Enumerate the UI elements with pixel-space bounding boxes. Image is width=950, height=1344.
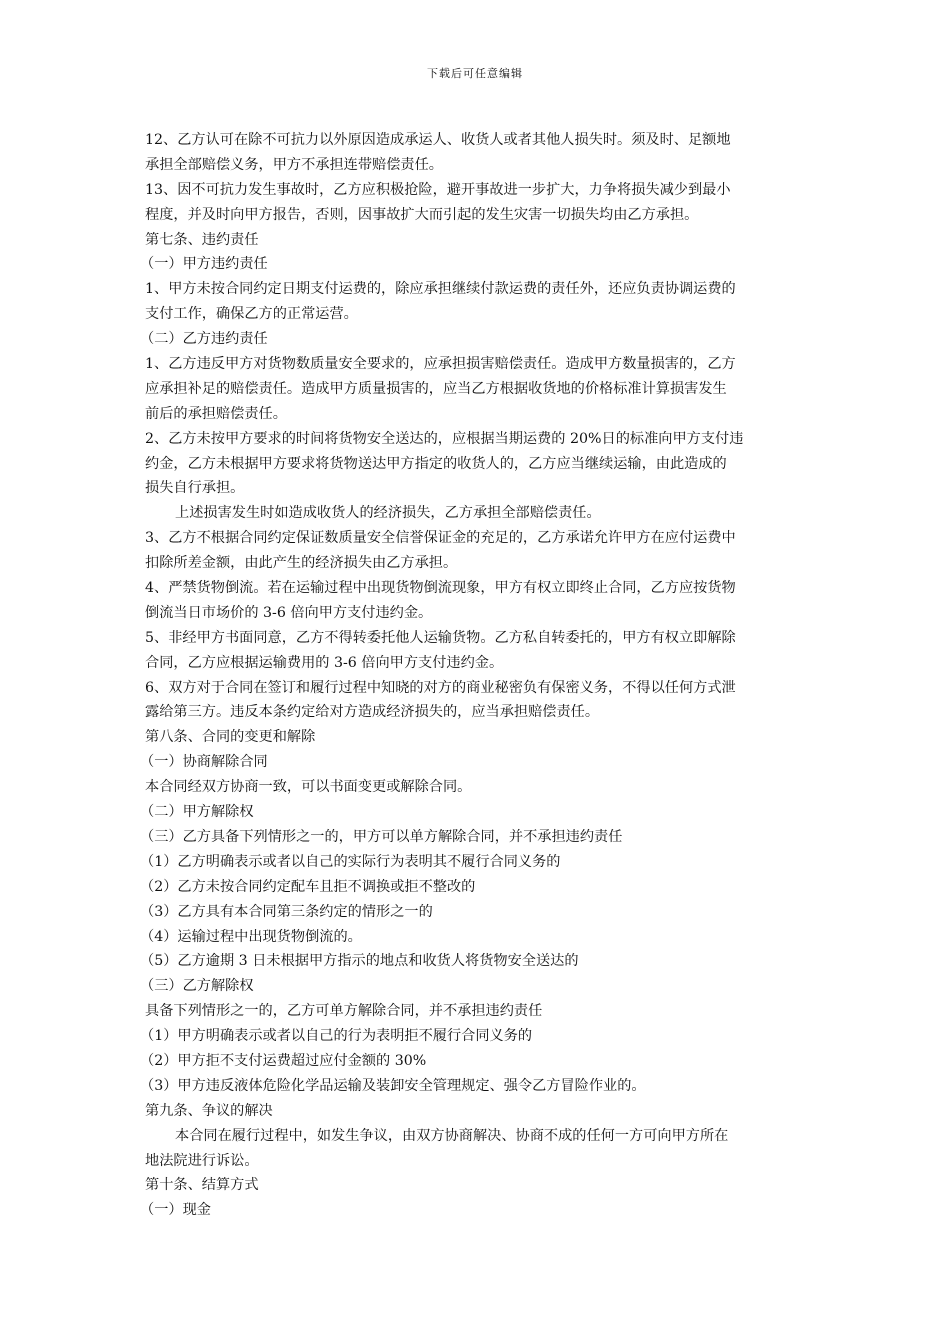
page-header: 下载后可任意编辑 (427, 67, 523, 80)
text-line: 损失自行承担。 (145, 480, 245, 497)
text-line: （三）乙方具备下列情形之一的，甲方可以单方解除合同，并不承担违约责任 (140, 828, 623, 845)
text-line: 第九条、争议的解决 (145, 1102, 273, 1119)
text-line: （1）乙方明确表示或者以自己的实际行为表明其不履行合同义务的 (140, 853, 561, 870)
text-line: 第十条、结算方式 (145, 1177, 259, 1194)
text-line: 13、因不可抗力发生事故时，乙方应积极抢险，避开事故进一步扩大，力争将损失减少到最小 (145, 181, 731, 198)
text-line: 3、乙方不根据合同约定保证数质量安全信誉保证金的充足的，乙方承诺允许甲方在应付运费中 (145, 530, 736, 547)
text-line: （一）现金 (140, 1202, 211, 1219)
text-line: 承担全部赔偿义务，甲方不承担连带赔偿责任。 (145, 156, 443, 173)
text-line: （2）甲方拒不支付运费超过应付金额的 30% (140, 1052, 427, 1069)
text-line: 合同，乙方应根据运输费用的 3-6 倍向甲方支付违约金。 (145, 654, 504, 671)
text-line: 本合同经双方协商一致，可以书面变更或解除合同。 (145, 779, 472, 796)
text-line: （1）甲方明确表示或者以自己的行为表明拒不履行合同义务的 (140, 1028, 533, 1045)
text-line: （三）乙方解除权 (140, 978, 254, 995)
text-line: 前后的承担赔偿责任。 (145, 405, 287, 422)
text-line: 程度，并及时向甲方报告，否则，因事故扩大而引起的发生灾害一切损失均由乙方承担。 (145, 206, 699, 223)
text-line: 上述损害发生时如造成收货人的经济损失，乙方承担全部赔偿责任。 (175, 505, 601, 522)
text-line: 第七条、违约责任 (145, 231, 259, 248)
text-line: 扣除所差金额，由此产生的经济损失由乙方承担。 (145, 555, 458, 572)
text-line: （2）乙方未按合同约定配车且拒不调换或拒不整改的 (140, 878, 476, 895)
document-body (140, 128, 809, 1223)
text-line: 4、严禁货物倒流。若在运输过程中出现货物倒流现象，甲方有权立即终止合同，乙方应按货物 (145, 580, 736, 597)
text-line: 露给第三方。违反本条约定给对方造成经济损失的，应当承担赔偿责任。 (145, 704, 600, 721)
text-line: （二）甲方解除权 (140, 804, 254, 821)
text-line: 本合同在履行过程中，如发生争议，由双方协商解决、协商不成的任何一方可向甲方所在 (175, 1127, 729, 1144)
text-line: （一）甲方违约责任 (140, 256, 268, 273)
text-line: （5）乙方逾期 3 日未根据甲方指示的地点和收货人将货物安全送达的 (140, 953, 579, 970)
text-line: 2、乙方未按甲方要求的时间将货物安全送达的，应根据当期运费的 20%日的标准向甲方支付违 (145, 430, 744, 447)
text-line: 应承担补足的赔偿责任。造成甲方质量损害的，应当乙方根据收货地的价格标准计算损害发生 (145, 380, 727, 397)
text-line: （3）甲方违反液体危险化学品运输及装卸安全管理规定、强令乙方冒险作业的。 (140, 1077, 646, 1094)
text-line: 地法院进行诉讼。 (145, 1152, 259, 1169)
text-line: （4）运输过程中出现货物倒流的。 (140, 928, 362, 945)
text-line: （3）乙方具有本合同第三条约定的情形之一的 (140, 903, 433, 920)
text-line: （一）协商解除合同 (140, 754, 268, 771)
text-line: 第八条、合同的变更和解除 (145, 729, 316, 746)
text-line: 12、乙方认可在除不可抗力以外原因造成承运人、收货人或者其他人损失时。须及时、足额地 (145, 132, 731, 148)
text-line: （二）乙方违约责任 (140, 331, 268, 348)
text-line: 1、甲方未按合同约定日期支付运费的，除应承担继续付款运费的责任外，还应负责协调运费的 (145, 281, 736, 298)
text-line: 具备下列情形之一的，乙方可单方解除合同，并不承担违约责任 (145, 1003, 543, 1020)
text-line: 约金，乙方未根据甲方要求将货物送达甲方指定的收货人的，乙方应当继续运输，由此造成的 (145, 455, 727, 472)
text-line: 6、双方对于合同在签订和履行过程中知晓的对方的商业秘密负有保密义务，不得以任何方式泄 (145, 679, 736, 696)
text-line: 倒流当日市场价的 3-6 倍向甲方支付违约金。 (145, 604, 433, 621)
text-line: 支付工作，确保乙方的正常运营。 (145, 306, 358, 323)
text-line: 5、非经甲方书面同意，乙方不得转委托他人运输货物。乙方私自转委托的，甲方有权立即解除 (145, 629, 736, 646)
text-line: 1、乙方违反甲方对货物数质量安全要求的，应承担损害赔偿责任。造成甲方数量损害的，乙方 (145, 356, 736, 373)
